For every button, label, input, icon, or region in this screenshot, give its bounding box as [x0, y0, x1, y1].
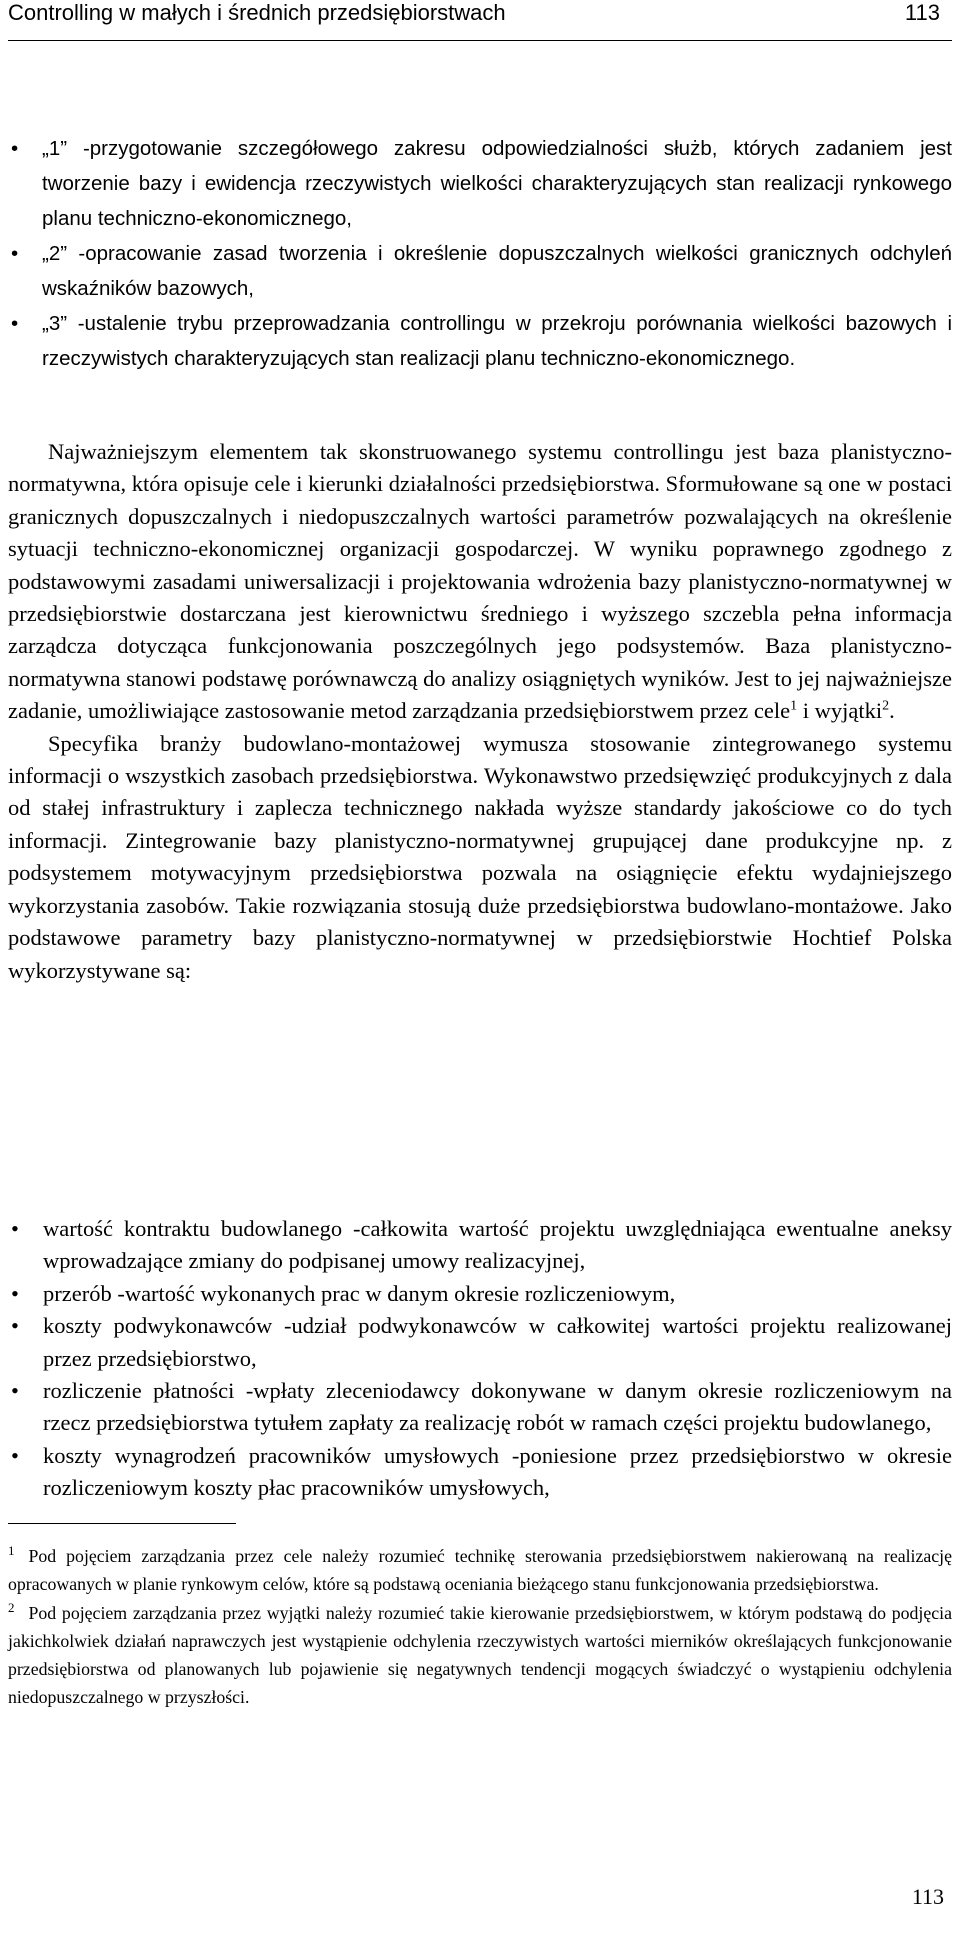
list-item-text: rozliczenie płatności -wpłaty zleceniodawcy dokonywane w danym okresie rozliczeniowym na rzecz przedsiębiorstwa tytułem zapłaty za realizację robót w ramach części projektu budowlanego,	[43, 1378, 952, 1436]
list-item-text: „1” -przygotowanie szczegółowego zakresu odpowiedzialności służb, których zadaniem jest tworzenie bazy i ewidencja rzeczywistych wielkości charakteryzujących stan realizacji rynkowego planu techniczno-ekonomicznego,	[42, 137, 952, 230]
running-header	[8, 0, 952, 41]
list-item-text: wartość kontraktu budowlanego -całkowita wartość projektu uwzględniająca ewentualne aneksy wprowadzające zmiany do podpisanej umowy realizacyjnej,	[43, 1216, 952, 1274]
bullet-icon: •	[11, 242, 19, 265]
list-item	[8, 1375, 952, 1440]
list-item-text: „2” -opracowanie zasad tworzenia i określenie dopuszczalnych wielkości granicznych odchyleń wskaźników bazowych,	[42, 242, 952, 300]
bullet-icon: •	[11, 1313, 19, 1339]
paragraph: Specyfika branży budowlano-montażowej wymusza stosowanie zintegrowanego systemu informacji o wszystkich zasobach przedsiębiorstwa. Wykonawstwo przedsięwzięć produkcyjnych z dala od stałej infrastruktury i zaplecza technicznego nakłada wyższe standardy jakościowe co do tych informacji. Zintegrowanie bazy planistyczno-normatywnej grupującej dane produkcyjne np. z podsystemem motywacyjnym przedsiębiorstwa pozwala na osiągnięcie efektu wydajniejszego wykorzystania zasobów. Takie rozwiązania stosują duże przedsiębiorstwa budowlano-montażowe. Jako podstawowe parametry bazy planistyczno-normatywnej w przedsiębiorstwie Hochtief Polska wykorzystywane są:	[8, 730, 952, 983]
paragraph-text: Najważniejszym elementem tak skonstruowanego systemu controllingu jest baza planistyczno-normatywna, która opisuje cele i kierunki działalności przedsiębiorstwa. Sformułowane są one w postaci granicznych dopuszczalnych i niedopuszczalnych wartości parametrów pozwalających na określenie sytuacji techniczno-ekonomicznej organizacji gospodarczej. W wyniku poprawnego zgodnego z podstawowymi zasadami uniwersalizacji i projektowania wdrożenia bazy planistyczno-normatywnej w przedsiębiorstwie dostarczana jest kierownictwu średniego i wyższego szczebla pełna informacja zarządcza dotycząca funkcjonowania poszczególnych jego podsystemów. Baza planistyczno-normatywna stanowi podstawę porównawczą do analizy osiągniętych wyników. Jest to jej najważniejsze zadanie, umożliwiające zastosowanie metod zarządzania przedsiębiorstwem przez cele	[8, 439, 952, 724]
list-item-text: „3” -ustalenie trybu przeprowadzania controllingu w przekroju porównania wielkości bazowych i rzeczywistych charakteryzujących stan realizacji planu techniczno-ekonomicznego.	[42, 312, 952, 370]
bullet-icon: •	[11, 1280, 19, 1306]
parameters-list	[8, 1213, 952, 1505]
list-item	[8, 1278, 952, 1310]
footnote	[8, 1542, 952, 1599]
paragraph-text: .	[889, 698, 895, 724]
footer-page-number: 113	[911, 1884, 944, 1909]
list-item	[8, 306, 952, 376]
list-item	[8, 1213, 952, 1278]
list-item	[8, 1310, 952, 1375]
footnote-mark: 2	[8, 1599, 15, 1615]
bullet-icon: •	[11, 1216, 19, 1241]
header-page-number: 113	[904, 0, 940, 25]
footnote-mark: 1	[8, 1543, 15, 1559]
list-item	[8, 1440, 952, 1505]
list-item-text: przerób -wartość wykonanych prac w danym okresie rozliczeniowym,	[43, 1280, 676, 1306]
footnotes	[8, 1542, 952, 1712]
list-item-text: koszty podwykonawców -udział podwykonawców w całkowitej wartości projektu realizowanej przez przedsiębiorstwo,	[43, 1313, 952, 1371]
header-title: Controlling w małych i średnich przedsiębiorstwach	[8, 0, 506, 25]
footnote-text: Pod pojęciem zarządzania przez wyjątki należy rozumieć takie kierowanie przedsiębiorstwem, w którym podstawą do podjęcia jakichkolwiek działań naprawczych jest wystąpienie odchylenia rzeczywistych wartości mierników określających funkcjonowanie przedsiębiorstwa od planowanych lub pojawienie się negatywnych tendencji mogących świadczyć o wystąpieniu odchylenia niedopuszczalnego w przyszłości.	[8, 1602, 952, 1708]
footnote-separator	[8, 1523, 236, 1524]
list-item-text: koszty wynagrodzeń pracowników umysłowych -poniesione przez przedsiębiorstwo w okresie rozliczeniowym koszty płac pracowników umysłowych,	[43, 1442, 952, 1501]
footnote-ref: 1	[790, 698, 798, 714]
footnote	[8, 1599, 952, 1712]
body-text	[8, 436, 952, 987]
bullet-icon: •	[11, 137, 19, 160]
list-item	[8, 236, 952, 306]
paragraph	[8, 436, 952, 728]
footnote-text: Pod pojęciem zarządzania przez cele należy rozumieć technikę sterowania przedsiębiorstwem nakierowaną na realizację opracowanych w planie rynkowym celów, które są podstawą oceniania bieżącego stanu funkcjonowania przedsiębiorstwa.	[8, 1546, 952, 1595]
objectives-list	[8, 131, 952, 376]
bullet-icon: •	[11, 312, 19, 335]
footnote-ref: 2	[882, 698, 890, 714]
list-item	[8, 131, 952, 236]
bullet-icon: •	[11, 1378, 19, 1404]
paragraph-text: i wyjątki	[797, 698, 883, 724]
bullet-icon: •	[11, 1442, 19, 1468]
